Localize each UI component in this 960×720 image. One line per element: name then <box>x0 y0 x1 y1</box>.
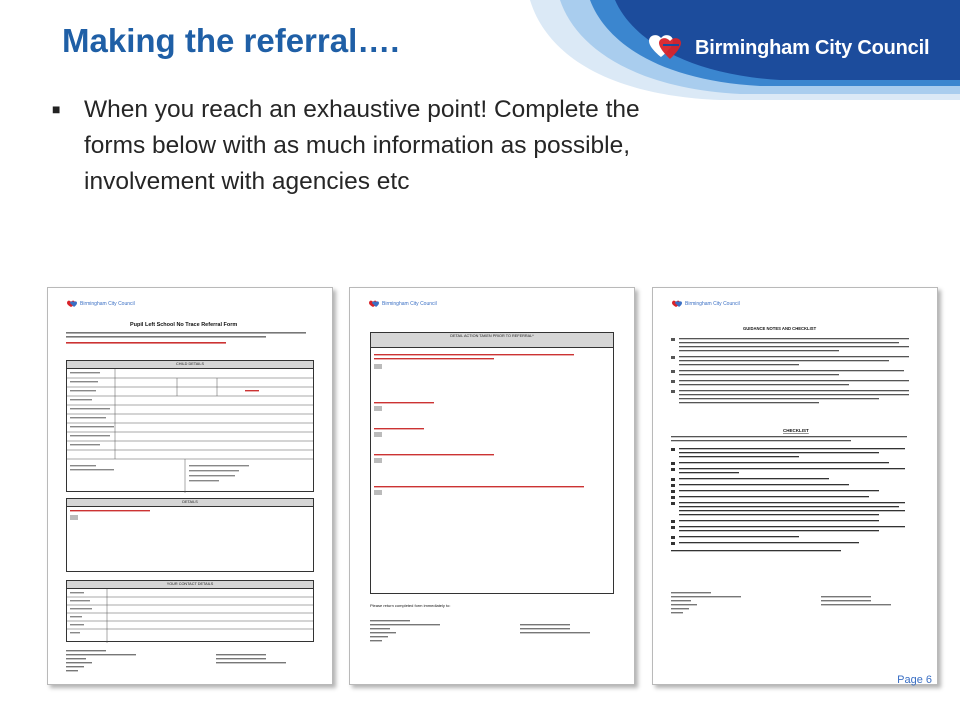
section-header: CHILD DETAILS <box>67 361 313 369</box>
bullet-text: When you reach an exhaustive point! Complete the forms below with as much information as possible, involvement with agencies etc <box>84 96 640 195</box>
form-intro-lines <box>66 332 314 352</box>
form-footer-lines <box>66 650 314 678</box>
heart-logo-icon <box>368 300 380 308</box>
heart-logo-icon <box>66 300 78 308</box>
mini-logo-text: Birmingham City Council <box>382 301 437 307</box>
slide-title: Making the referral…. <box>62 22 400 59</box>
action-box <box>371 348 613 594</box>
mini-logo-text: Birmingham City Council <box>685 301 740 307</box>
square-bullet-icon: ■ <box>52 101 61 117</box>
table-grid <box>67 369 313 493</box>
referral-form-thumbnail <box>47 287 333 685</box>
table-grid <box>67 589 313 643</box>
mini-logo <box>671 300 740 308</box>
details-table <box>66 498 314 572</box>
checklist-heading: CHECKLIST <box>783 428 809 433</box>
bullet-point <box>52 92 664 200</box>
child-details-table <box>66 360 314 492</box>
heart-logo-icon <box>645 33 689 63</box>
section-header: DETAIL ACTION TAKEN PRIOR TO REFERRAL* <box>371 333 613 348</box>
logo-text: Birmingham City Council <box>695 36 930 59</box>
heart-logo-icon <box>671 300 683 308</box>
mini-logo <box>66 300 135 308</box>
page-number: Page 6 <box>897 674 932 686</box>
council-logo <box>645 33 929 63</box>
guidance-title: GUIDANCE NOTES AND CHECKLIST <box>743 326 817 331</box>
action-taken-table <box>370 332 614 594</box>
form-title: Pupil Left School No Trace Referral Form <box>130 322 238 328</box>
mini-logo <box>368 300 437 308</box>
action-taken-thumbnail <box>349 287 635 685</box>
return-note: Please return completed form immediately to: <box>370 603 451 608</box>
details-box <box>67 507 313 573</box>
contact-details-table <box>66 580 314 642</box>
section-header: YOUR CONTACT DETAILS <box>67 581 313 589</box>
guidance-text-lines <box>671 338 921 638</box>
section-header: DETAILS <box>67 499 313 507</box>
guidance-notes-thumbnail <box>652 287 938 685</box>
mini-logo-text: Birmingham City Council <box>80 301 135 307</box>
form-footer-lines <box>370 620 618 648</box>
